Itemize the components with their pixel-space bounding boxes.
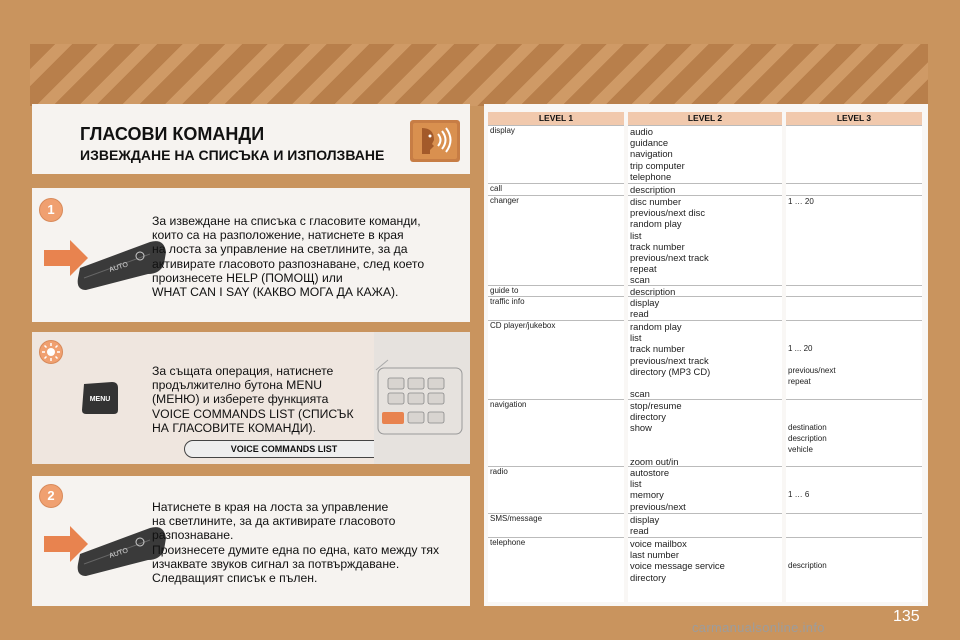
table-cell bbox=[786, 513, 922, 538]
table-cell: 1 ... 20 previous/next repeat bbox=[786, 320, 922, 400]
menu-key-image bbox=[80, 380, 120, 416]
table-cell: 1 … 20 bbox=[786, 195, 922, 286]
table-cell: radio bbox=[488, 466, 624, 514]
table-cell: description bbox=[628, 183, 782, 196]
page-subtitle: ИЗВЕЖДАНЕ НА СПИСЪКА И ИЗПОЛЗВАНЕ bbox=[80, 147, 385, 163]
radio-panel-image bbox=[374, 332, 470, 464]
table-cell bbox=[786, 296, 922, 321]
step-1-panel bbox=[32, 188, 470, 322]
page-title: ГЛАСОВИ КОМАНДИ bbox=[80, 124, 265, 144]
level-2-column bbox=[628, 112, 782, 602]
lighting-stalk-image bbox=[40, 228, 170, 308]
step-2-panel bbox=[32, 476, 470, 606]
level-3-column bbox=[786, 112, 922, 602]
voice-commands-table bbox=[484, 104, 928, 606]
table-cell: disc number previous/next disc random play list track number previous/next track repeat scan bbox=[628, 195, 782, 286]
watermark: carmanualsonline.info bbox=[692, 620, 825, 635]
decorative-chevron-band bbox=[30, 44, 928, 106]
column-header: LEVEL 3 bbox=[786, 112, 922, 125]
voice-command-icon bbox=[410, 120, 460, 162]
table-cell: stop/resume directory show zoom out/in bbox=[628, 399, 782, 467]
lighting-stalk-image bbox=[40, 514, 170, 594]
table-cell: call bbox=[488, 183, 624, 196]
step-number-1: 1 bbox=[39, 198, 63, 222]
table-cell: display read bbox=[628, 296, 782, 321]
table-cell: traffic info bbox=[488, 296, 624, 321]
menu-button-panel bbox=[32, 332, 470, 464]
level-1-column bbox=[488, 112, 624, 602]
svg-text:AUTO: AUTO bbox=[108, 547, 130, 560]
column-header: LEVEL 2 bbox=[628, 112, 782, 125]
table-cell: destination description vehicle bbox=[786, 399, 922, 467]
table-cell: display bbox=[488, 125, 624, 184]
table-cell: voice mailbox last number voice message service directory bbox=[628, 537, 782, 603]
title-panel bbox=[32, 104, 470, 174]
table-cell: autostore list memory previous/next bbox=[628, 466, 782, 514]
table-cell: description bbox=[786, 537, 922, 603]
table-cell: CD player/jukebox bbox=[488, 320, 624, 400]
tip-icon bbox=[39, 340, 63, 364]
table-cell: changer bbox=[488, 195, 624, 286]
table-cell: telephone bbox=[488, 537, 624, 603]
page-number: 135 bbox=[893, 608, 920, 625]
table-cell bbox=[786, 125, 922, 184]
table-cell: audio guidance navigation trip computer telephone bbox=[628, 125, 782, 184]
step-number-2: 2 bbox=[39, 484, 63, 508]
step-1-instructions: За извеждане на списъка с гласовите команди, които са на разположение, натиснете в края на лоста за управление на светлините, за да активирате гласовото разпознаване, след което произнесете HELP (ПОМОЩ) или WHAT CAN I SAY (КАКВО МОГА ДА КАЖА). bbox=[152, 214, 425, 300]
svg-text:MENU: MENU bbox=[89, 396, 111, 403]
table-cell: guide to bbox=[488, 285, 624, 297]
menu-instructions: За същата операция, натиснете продължително бутона MENU (МЕНЮ) и изберете функцията VOICE COMMANDS LIST (СПИСЪК НА ГЛАСОВИТЕ КОМАНДИ). bbox=[152, 364, 354, 435]
svg-text:AUTO: AUTO bbox=[108, 261, 130, 274]
table-cell: 1 … 6 bbox=[786, 466, 922, 514]
step-2-instructions: Натиснете в края на лоста за управление на светлините, за да активирате гласовото разпознаване. Произнесете думите една по една, като между тях изчаквате звуков сигнал за потвърждаване. Следващият списък е пълен. bbox=[152, 500, 440, 586]
voice-commands-list-button[interactable]: VOICE COMMANDS LIST bbox=[184, 440, 384, 458]
column-header: LEVEL 1 bbox=[488, 112, 624, 125]
table-cell: display read bbox=[628, 513, 782, 538]
table-cell: random play list track number previous/next track directory (MP3 CD) scan bbox=[628, 320, 782, 400]
table-cell: navigation bbox=[488, 399, 624, 467]
table-cell: description bbox=[628, 285, 782, 297]
table-cell: SMS/message bbox=[488, 513, 624, 538]
